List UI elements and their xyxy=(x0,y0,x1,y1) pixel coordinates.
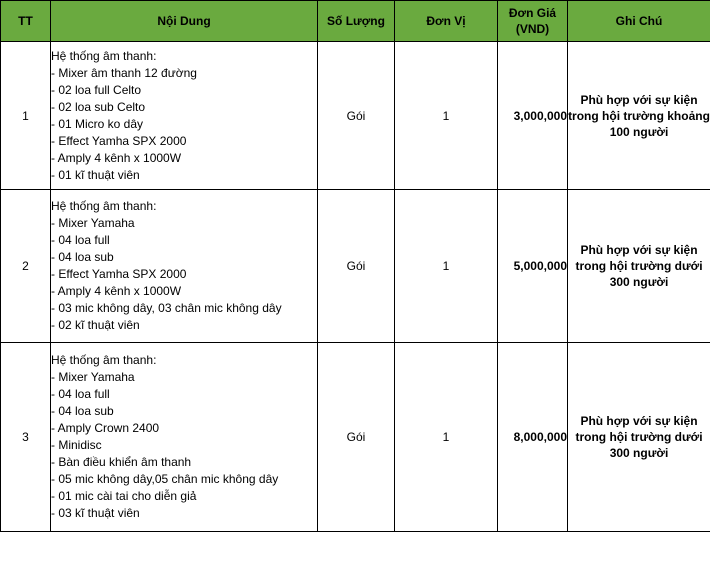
row-number: 3 xyxy=(1,343,51,532)
row-price: 3,000,000 xyxy=(498,42,568,190)
header-tt: TT xyxy=(1,1,51,42)
header-price-label: Đơn Giá xyxy=(508,6,557,20)
header-row xyxy=(1,1,710,42)
row-note: Phù hợp với sự kiện trong hội trường dưới 300 người xyxy=(568,190,710,343)
table-body xyxy=(1,42,710,532)
row-unit: 1 xyxy=(395,42,498,190)
table-header xyxy=(1,1,710,42)
header-note: Ghi Chú xyxy=(568,1,710,42)
content-line: - 03 mic không dây, 03 chân mic không dây xyxy=(51,301,282,315)
content-line: Hệ thống âm thanh: xyxy=(51,353,157,367)
content-line: - 01 Micro ko dây xyxy=(51,116,144,131)
row-price: 5,000,000 xyxy=(498,190,568,343)
content-line: - 04 loa sub xyxy=(51,250,114,264)
table-row xyxy=(1,190,710,343)
row-unit: 1 xyxy=(395,190,498,343)
content-line: - 01 mic cài tai cho diễn giả xyxy=(51,489,197,503)
content-line: Hệ thống âm thanh: xyxy=(51,48,157,63)
content-line: - Mixer Yamaha xyxy=(51,370,135,384)
content-line: - 02 loa full Celto xyxy=(51,82,142,97)
row-note: Phù hợp với sự kiện trong hội trường khoảng 100 người xyxy=(568,42,710,190)
content-line: - Amply Crown 2400 xyxy=(51,421,160,435)
row-number: 1 xyxy=(1,42,51,190)
row-content xyxy=(51,343,318,532)
content-line: - Effect Yamha SPX 2000 xyxy=(51,133,187,148)
header-quantity: Số Lượng xyxy=(318,1,395,42)
content-line: Hệ thống âm thanh: xyxy=(51,199,157,213)
content-line: - 04 loa sub xyxy=(51,404,114,418)
header-price-currency: (VND) xyxy=(515,22,550,36)
content-line: - Effect Yamha SPX 2000 xyxy=(51,267,187,281)
content-line: - 03 kĩ thuật viên xyxy=(51,506,140,520)
content-line: - Amply 4 kênh x 1000W xyxy=(51,150,182,165)
header-unit: Đơn Vị xyxy=(395,1,498,42)
content-line: - 01 kĩ thuật viên xyxy=(51,167,140,182)
content-line: - 05 mic không dây,05 chân mic không dây xyxy=(51,472,279,486)
table-row xyxy=(1,42,710,190)
row-content xyxy=(51,190,318,343)
content-line: - Mixer Yamaha xyxy=(51,216,135,230)
header-price xyxy=(498,1,568,42)
row-quantity: Gói xyxy=(318,343,395,532)
row-quantity: Gói xyxy=(318,42,395,190)
content-line: - 04 loa full xyxy=(51,233,110,247)
content-line: - 02 kĩ thuật viên xyxy=(51,318,140,332)
content-line: - 04 loa full xyxy=(51,387,110,401)
content-line: - Amply 4 kênh x 1000W xyxy=(51,284,182,298)
row-content xyxy=(51,42,318,190)
row-note: Phù hợp với sự kiện trong hội trường dưới 300 người xyxy=(568,343,710,532)
table-row xyxy=(1,343,710,532)
row-unit: 1 xyxy=(395,343,498,532)
content-line: - 02 loa sub Celto xyxy=(51,99,146,114)
content-line: - Mixer âm thanh 12 đường xyxy=(51,65,197,80)
content-line: - Minidisc xyxy=(51,438,102,452)
header-content: Nội Dung xyxy=(51,1,318,42)
row-quantity: Gói xyxy=(318,190,395,343)
row-number: 2 xyxy=(1,190,51,343)
content-line: - Bàn điều khiển âm thanh xyxy=(51,455,192,469)
row-price: 8,000,000 xyxy=(498,343,568,532)
